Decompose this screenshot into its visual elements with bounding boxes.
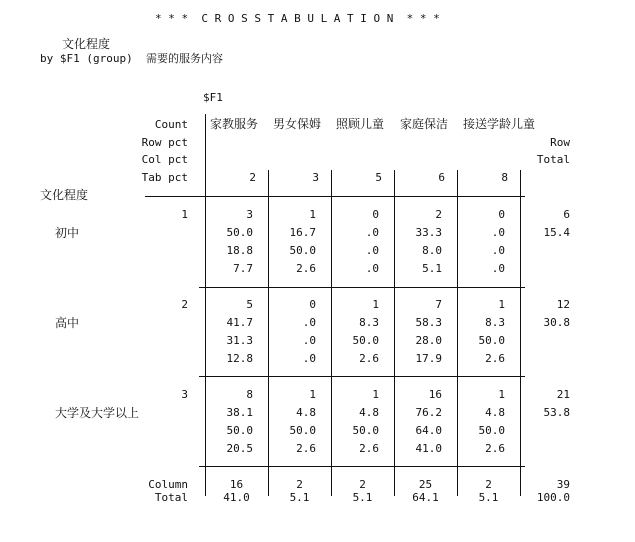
table-cell: .0 [302,334,316,347]
row-total: 21 [556,388,570,401]
row-total: 12 [556,298,570,311]
table-cell: 0 [309,298,316,311]
table-cell: 5.1 [422,262,442,275]
table-cell: 64.0 [415,424,442,437]
table-cell: 4.8 [359,406,379,419]
row-code: 3 [181,388,188,401]
column-label: 男女保姆 [273,117,322,131]
table-cell: 50.0 [352,334,379,347]
column-total-pct: 5.1 [478,491,499,504]
table-cell: 2.6 [359,352,379,365]
label-tab-pct: Tab pct [141,171,188,184]
table-cell: 1 [372,388,379,401]
grid-line [205,287,525,288]
row-total: 53.8 [543,406,570,419]
column-total-pct: 5.1 [352,491,373,504]
table-cell: 7.7 [233,262,253,275]
grid-line [205,376,525,377]
row-total: 15.4 [543,226,570,239]
column-variable-name: $F1 [203,91,223,104]
table-cell: 4.8 [485,406,505,419]
table-cell: 2.6 [296,442,316,455]
table-cell: 5 [246,298,253,311]
column-total-pct: 5.1 [289,491,310,504]
column-label: 家庭保洁 [400,117,449,131]
table-cell: .0 [491,244,505,257]
table-cell: 41.0 [415,442,442,455]
table-cell: 38.1 [226,406,253,419]
table-cell: 16 [428,388,442,401]
column-code: 2 [249,171,256,184]
table-cell: 3 [246,208,253,221]
table-cell: 12.8 [226,352,253,365]
row-variable-label: 文化程度 [62,37,111,51]
table-cell: 0 [498,208,505,221]
row-total-heading: Total [536,153,570,166]
column-code: 8 [501,171,508,184]
column-label: 家教服务 [210,117,259,131]
report-title: * * * C R O S S T A B U L A T I O N * * * [155,12,440,25]
grid-tick [199,466,205,467]
table-cell: .0 [365,262,379,275]
table-cell: 76.2 [415,406,442,419]
table-cell: 2.6 [359,442,379,455]
row-total-heading: Row [550,136,570,149]
table-cell: .0 [491,262,505,275]
row-code: 2 [181,298,188,311]
table-cell: .0 [302,316,316,329]
grid-tick [199,287,205,288]
table-cell: 50.0 [289,424,316,437]
grid-tick [199,376,205,377]
row-variable-heading: 文化程度 [40,188,89,202]
column-code: 3 [312,171,319,184]
row-label: 大学及大学以上 [55,406,140,420]
column-label: 接送学龄儿童 [463,117,536,131]
grid-line [145,196,525,197]
table-cell: 41.7 [226,316,253,329]
table-cell: 8.0 [422,244,442,257]
table-cell: 4.8 [296,406,316,419]
row-total: 30.8 [543,316,570,329]
grand-total: 39 [556,478,570,491]
table-cell: 2.6 [485,442,505,455]
column-total-label: Column [148,478,188,491]
table-cell: 50.0 [478,334,505,347]
table-cell: 0 [372,208,379,221]
table-cell: .0 [491,226,505,239]
table-cell: 8.3 [359,316,379,329]
table-cell: 2.6 [485,352,505,365]
table-cell: 8 [246,388,253,401]
grid-line [205,466,525,467]
label-col-pct: Col pct [141,153,188,166]
table-cell: 28.0 [415,334,442,347]
table-cell: 1 [309,208,316,221]
table-cell: 58.3 [415,316,442,329]
row-label: 高中 [55,316,80,330]
table-cell: 50.0 [226,226,253,239]
table-cell: 1 [309,388,316,401]
column-total-pct: 41.0 [223,491,250,504]
grand-total-pct: 100.0 [536,491,570,504]
table-cell: 50.0 [226,424,253,437]
table-cell: 50.0 [289,244,316,257]
table-cell: 1 [498,388,505,401]
column-total-count: 2 [296,478,303,491]
table-cell: 1 [498,298,505,311]
column-label: 照顾儿童 [336,117,385,131]
label-count: Count [154,118,188,131]
table-cell: 2.6 [296,262,316,275]
table-cell: 31.3 [226,334,253,347]
column-total-count: 2 [485,478,492,491]
table-cell: .0 [365,226,379,239]
label-row-pct: Row pct [141,136,188,149]
column-total-pct: 64.1 [412,491,439,504]
table-cell: 33.3 [415,226,442,239]
table-cell: 1 [372,298,379,311]
table-cell: 50.0 [478,424,505,437]
column-total-count: 2 [359,478,366,491]
column-total-label: Total [154,491,188,504]
row-label: 初中 [55,226,80,240]
column-code: 6 [438,171,445,184]
table-cell: 17.9 [415,352,442,365]
column-total-count: 16 [229,478,244,491]
table-cell: 8.3 [485,316,505,329]
table-cell: 7 [435,298,442,311]
table-cell: 16.7 [289,226,316,239]
table-cell: 18.8 [226,244,253,257]
table-cell: 20.5 [226,442,253,455]
row-code: 1 [181,208,188,221]
column-code: 5 [375,171,382,184]
table-cell: .0 [365,244,379,257]
row-total: 6 [563,208,570,221]
table-cell: 50.0 [352,424,379,437]
by-line: by $F1 (group) 需要的服务内容 [40,52,223,65]
column-total-count: 25 [418,478,433,491]
table-cell: .0 [302,352,316,365]
table-cell: 2 [435,208,442,221]
